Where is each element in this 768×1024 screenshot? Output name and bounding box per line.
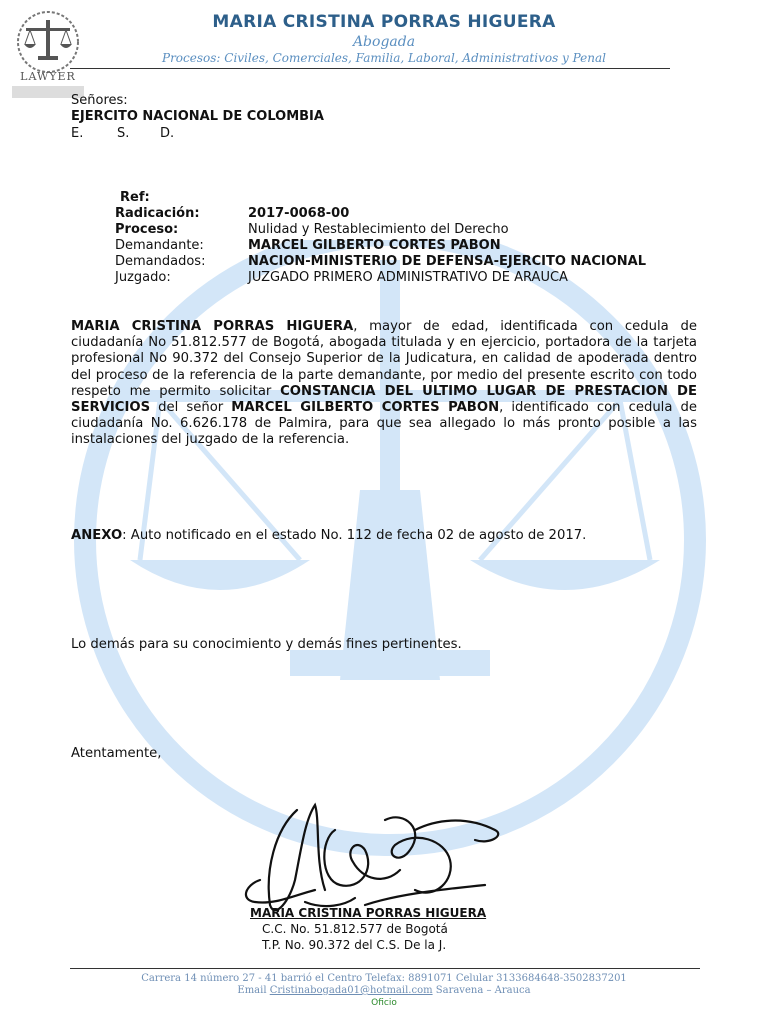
footer-contact bbox=[0, 985, 768, 996]
ref-value-juzgado: JUZGADO PRIMERO ADMINISTRATIVO DE ARAUCA bbox=[248, 270, 568, 285]
para-person: MARCEL GILBERTO CORTES PABON bbox=[231, 400, 500, 416]
ref-value-proceso: Nulidad y Restablecimiento del Derecho bbox=[248, 222, 509, 237]
ref-value-demandante: MARCEL GILBERTO CORTES PABON bbox=[248, 238, 501, 253]
ref-label-demandante: Demandante: bbox=[115, 238, 204, 253]
esd-d: D. bbox=[160, 126, 175, 141]
addressee-entity: EJERCITO NACIONAL DE COLOMBIA bbox=[71, 109, 324, 124]
esd-s: S. bbox=[117, 126, 130, 141]
annex-label: ANEXO bbox=[71, 528, 123, 543]
annex-line bbox=[71, 528, 697, 544]
ref-title: Ref: bbox=[120, 190, 150, 205]
signature-tp: T.P. No. 90.372 del C.S. De la J. bbox=[262, 938, 447, 952]
closing-line: Lo demás para su conocimiento y demás fines pertinentes. bbox=[71, 637, 462, 652]
ref-value-radicacion: 2017-0068-00 bbox=[248, 206, 350, 221]
footer-email-prefix: Email bbox=[237, 985, 270, 996]
header-divider bbox=[70, 68, 670, 69]
annex-text: : Auto notificado en el estado No. 112 de fecha 02 de agosto de 2017. bbox=[122, 528, 587, 543]
signature-cc: C.C. No. 51.812.577 de Bogotá bbox=[262, 922, 448, 936]
para-text-a: , mayor de edad, identificada con cedula de ciudadanía No 51.812.577 de Bogotá, abogada titulada y en ejercicio, portadora de la tarjeta profesional No 90.372 del Consejo Superior de la Judicatura, en calidad de apoderada dentro del proceso de la referencia de la parte demandante, por medio del presente escrito con todo respeto me permito solicitar bbox=[71, 319, 697, 399]
signoff: Atentamente, bbox=[71, 746, 162, 761]
request-paragraph bbox=[71, 319, 697, 449]
ref-label-proceso: Proceso: bbox=[115, 222, 179, 237]
ref-label-juzgado: Juzgado: bbox=[115, 270, 171, 285]
ref-label-demandados: Demandados: bbox=[115, 254, 206, 269]
letterhead-role: Abogada bbox=[352, 34, 416, 50]
greeting: Señores: bbox=[71, 93, 128, 108]
para-text-b: del señor bbox=[150, 400, 232, 416]
footer-address: Carrera 14 número 27 - 41 barrió el Centro Telefax: 8891071 Celular 3133684648-3502837201 bbox=[141, 973, 627, 984]
logo-label: LAWYER bbox=[20, 70, 76, 83]
footer-location: Saravena – Arauca bbox=[432, 985, 531, 996]
footer-email-link[interactable]: Cristinabogada01@hotmail.com bbox=[269, 985, 433, 996]
letterhead-name: MARIA CRISTINA PORRAS HIGUERA bbox=[212, 12, 556, 32]
ref-label-radicacion: Radicación: bbox=[115, 206, 200, 221]
footer-divider bbox=[70, 968, 700, 969]
signature-name: MARIA CRISTINA PORRAS HIGUERA bbox=[250, 906, 487, 920]
document-tag: Oficio bbox=[371, 998, 397, 1008]
letterhead-practice: Procesos: Civiles, Comerciales, Familia, Laboral, Administrativos y Penal bbox=[162, 51, 606, 65]
ref-value-demandados: NACION-MINISTERIO DE DEFENSA-EJERCITO NACIONAL bbox=[248, 254, 647, 269]
para-request: CONSTANCIA DEL ULTIMO LUGAR DE PRESTACION DE SERVICIOS bbox=[71, 383, 697, 416]
para-lawyer-name: MARIA CRISTINA PORRAS HIGUERA bbox=[71, 319, 354, 334]
esd-e: E. bbox=[71, 126, 84, 141]
para-text-c: , identificado con cedula de ciudadanía No. 6.626.178 de Palmira, para que sea allegado lo más pronto posible a las instalaciones del juzgado de la referencia. bbox=[71, 400, 697, 448]
